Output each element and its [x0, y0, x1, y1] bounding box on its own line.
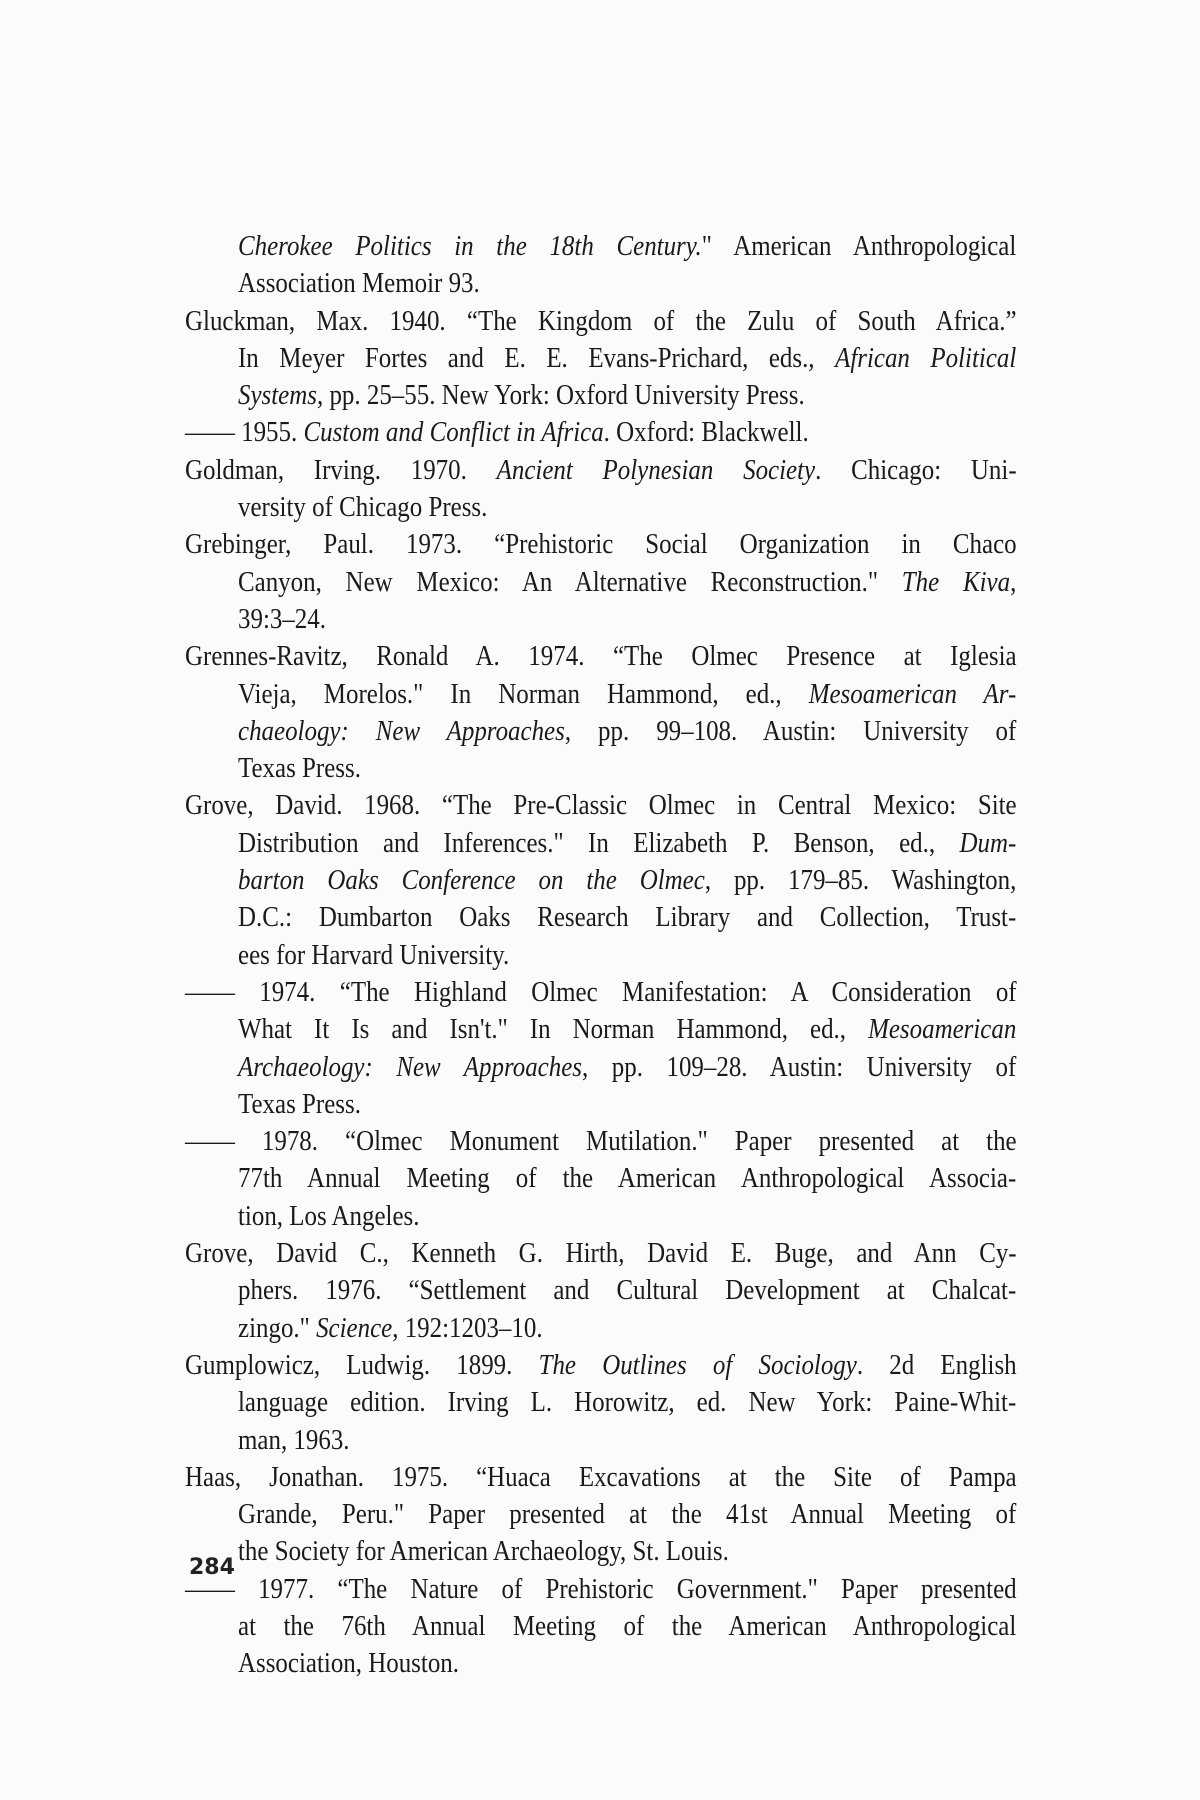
reference-text: phers. 1976. “Settlement and Cultural Development at Chalcat-	[238, 1274, 1017, 1307]
reference-text: D.C.: Dumbarton Oaks Research Library and Collection, Trust-	[238, 901, 1017, 934]
reference-line	[238, 228, 1016, 265]
italic-title: The Outlines of Sociology	[538, 1348, 857, 1381]
reference-line	[238, 899, 1016, 936]
reference-entry	[185, 1235, 1017, 1347]
reference-line	[185, 1235, 1017, 1272]
reference-text: Grennes-Ravitz, Ronald A. 1974. “The Olmec Presence at Iglesia	[185, 640, 1017, 673]
reference-line	[238, 1533, 1016, 1570]
reference-text: Association Memoir 93.	[238, 267, 480, 300]
reference-text: —— 1978. “Olmec Monument Mutilation." Paper presented at the	[185, 1125, 1017, 1158]
reference-entry	[185, 1347, 1017, 1459]
reference-line	[238, 1049, 1016, 1086]
reference-text: What It Is and Isn't." In Norman Hammond, ed.,	[238, 1013, 869, 1046]
reference-text: 39:3–24.	[238, 602, 326, 635]
reference-line	[185, 638, 1017, 675]
italic-title: chaeology: New Approaches	[238, 714, 565, 747]
italic-title: Archaeology: New Approaches	[238, 1050, 582, 1083]
reference-line	[185, 787, 1017, 824]
italic-title: Dum-	[959, 826, 1017, 859]
reference-text: ,	[1010, 565, 1017, 598]
italic-title: African Political	[835, 341, 1017, 374]
italic-title: Science	[316, 1311, 393, 1344]
reference-line	[238, 1272, 1016, 1309]
reference-line	[185, 974, 1017, 1011]
reference-text: Grande, Peru." Paper presented at the 41st Annual Meeting of	[238, 1498, 1017, 1531]
reference-list	[185, 228, 1017, 1683]
reference-line	[238, 676, 1016, 713]
reference-line	[238, 1384, 1016, 1421]
reference-line	[238, 1608, 1016, 1645]
reference-text: . 2d English	[856, 1348, 1017, 1381]
reference-text: 77th Annual Meeting of the American Anthropological Associa-	[238, 1162, 1017, 1195]
reference-text: Distribution and Inferences." In Elizabeth P. Benson, ed.,	[238, 826, 960, 859]
reference-text: , pp. 179–85. Washington,	[704, 864, 1017, 897]
reference-entry	[185, 228, 1017, 303]
reference-text: Gumplowicz, Ludwig. 1899.	[185, 1348, 539, 1381]
italic-title: Mesoamerican	[868, 1013, 1017, 1046]
reference-text: Goldman, Irving. 1970.	[185, 453, 497, 486]
reference-text: Vieja, Morelos." In Norman Hammond, ed.,	[238, 677, 809, 710]
italic-title: barton Oaks Conference on the Olmec	[238, 864, 705, 897]
reference-text: man, 1963.	[238, 1423, 350, 1456]
reference-line	[185, 452, 1017, 489]
reference-line	[185, 1123, 1017, 1160]
reference-entry	[185, 1571, 1017, 1683]
reference-line	[238, 862, 1016, 899]
reference-line	[185, 1571, 1017, 1608]
reference-text: zingo."	[238, 1311, 317, 1344]
reference-line	[238, 1496, 1016, 1533]
reference-line	[238, 1160, 1016, 1197]
reference-line	[238, 1310, 1016, 1347]
reference-entry	[185, 787, 1017, 973]
reference-text: , pp. 109–28. Austin: University of	[581, 1050, 1017, 1083]
reference-line	[238, 937, 1016, 974]
italic-title: The Kiva	[901, 565, 1011, 598]
page-number: 284	[189, 1555, 235, 1580]
reference-text: . Chicago: Uni-	[815, 453, 1017, 486]
reference-line	[238, 601, 1016, 638]
reference-line	[238, 1086, 1016, 1123]
reference-entry	[185, 414, 1017, 451]
reference-line	[238, 750, 1016, 787]
reference-line	[238, 1198, 1016, 1235]
reference-entry	[185, 526, 1017, 638]
reference-text: Grove, David C., Kenneth G. Hirth, David E. Buge, and Ann Cy-	[185, 1237, 1017, 1270]
italic-title: Ancient Polynesian Society	[496, 453, 816, 486]
reference-entry	[185, 452, 1017, 527]
reference-entry	[185, 974, 1017, 1123]
reference-text: —— 1974. “The Highland Olmec Manifestation: A Consideration of	[185, 975, 1017, 1008]
reference-text: the Society for American Archaeology, St. Louis.	[238, 1535, 729, 1568]
reference-text: Texas Press.	[238, 1087, 361, 1120]
reference-text: tion, Los Angeles.	[238, 1199, 420, 1232]
reference-line	[185, 1347, 1017, 1384]
reference-line	[238, 713, 1016, 750]
reference-text: at the 76th Annual Meeting of the American Anthropological	[238, 1609, 1017, 1642]
reference-text: Canyon, New Mexico: An Alternative Reconstruction."	[238, 565, 902, 598]
reference-text: —— 1977. “The Nature of Prehistoric Government." Paper presented	[185, 1572, 1017, 1605]
reference-line	[238, 1645, 1016, 1682]
reference-text: . Oxford: Blackwell.	[603, 416, 809, 449]
italic-title: Systems	[238, 379, 317, 412]
reference-line	[238, 265, 1016, 302]
reference-text: , pp. 99–108. Austin: University of	[564, 714, 1017, 747]
reference-text: Grebinger, Paul. 1973. “Prehistoric Social Organization in Chaco	[185, 528, 1017, 561]
reference-text: Gluckman, Max. 1940. “The Kingdom of the Zulu of South Africa.”	[185, 304, 1017, 337]
reference-line	[238, 825, 1016, 862]
reference-line	[185, 1459, 1017, 1496]
reference-text: Texas Press.	[238, 752, 361, 785]
reference-text: Association, Houston.	[238, 1647, 459, 1680]
reference-line	[185, 526, 1017, 563]
reference-line	[185, 414, 1017, 451]
reference-entry	[185, 303, 1017, 415]
reference-text: , 192:1203–10.	[392, 1311, 543, 1344]
reference-entry	[185, 1123, 1017, 1235]
reference-text: Grove, David. 1968. “The Pre-Classic Olmec in Central Mexico: Site	[185, 789, 1017, 822]
reference-text: In Meyer Fortes and E. E. Evans-Prichard, eds.,	[238, 341, 836, 374]
italic-title: Mesoamerican Ar-	[808, 677, 1017, 710]
reference-text: —— 1955.	[185, 416, 304, 449]
reference-text: ees for Harvard University.	[238, 938, 510, 971]
reference-line	[238, 340, 1016, 377]
reference-line	[238, 1011, 1016, 1048]
reference-line	[238, 377, 1016, 414]
italic-title: Cherokee Politics in the 18th Century.	[238, 230, 702, 262]
reference-text: versity of Chicago Press.	[238, 491, 488, 524]
italic-title: Custom and Conflict in Africa	[303, 416, 604, 449]
reference-text: " American Anthropological	[701, 230, 1017, 262]
reference-line	[185, 303, 1017, 340]
reference-text: , pp. 25–55. New York: Oxford University Press.	[316, 379, 805, 412]
reference-text: language edition. Irving L. Horowitz, ed. New York: Paine-Whit-	[238, 1386, 1017, 1419]
reference-entry	[185, 1459, 1017, 1571]
reference-entry	[185, 638, 1017, 787]
reference-line	[238, 564, 1016, 601]
reference-text: Haas, Jonathan. 1975. “Huaca Excavations at the Site of Pampa	[185, 1460, 1017, 1493]
reference-line	[238, 1422, 1016, 1459]
reference-line	[238, 489, 1016, 526]
